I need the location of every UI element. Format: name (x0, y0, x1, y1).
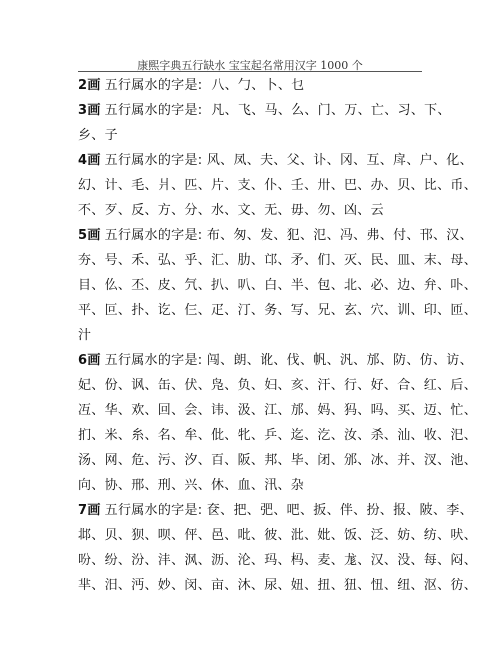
char-line: 幻、计、毛、爿、匹、片、支、仆、壬、卅、巴、办、贝、比、币、 (78, 178, 478, 193)
char-line: 吩、纷、汾、沣、沨、沥、沦、玛、杩、麦、尨、汉、没、每、闷、 (78, 553, 478, 568)
char-line: 冱、华、欢、回、会、讳、汲、江、邡、妈、犸、吗、买、迈、忙、 (78, 403, 478, 418)
char-line: 汤、网、危、污、汐、百、阪、邦、毕、闭、邠、冰、并、汊、池、 (78, 453, 478, 468)
section-2-stroke (78, 73, 428, 98)
char-line: 平、叵、扑、讫、仨、疋、汀、务、写、兄、玄、穴、训、印、匝、 (78, 303, 478, 318)
stroke-count: 6画 (78, 353, 101, 368)
section-6-stroke (78, 348, 473, 373)
section-label: 五行属水的字是: (104, 228, 203, 243)
section-3-stroke (78, 98, 451, 123)
page-header: 康熙字典五行缺水 宝宝起名常用汉字 1000 个 (137, 59, 363, 72)
section-label: 五行属水的字是: (104, 78, 203, 93)
char-line: 芈、汨、沔、妙、闵、亩、沐、尿、妞、扭、狃、忸、纽、沤、彷、 (78, 578, 478, 593)
char-line: 不、歹、反、方、分、水、文、无、毋、勿、凶、云 (78, 203, 384, 218)
section-label: 五行属水的字是: (104, 353, 203, 368)
section-5-stroke (78, 223, 473, 248)
char-line: 邶、贝、狈、呗、伻、邑、吡、彼、沘、妣、饭、泛、妨、纺、吠、 (78, 528, 478, 543)
stroke-count: 5画 (78, 228, 101, 243)
section-7-stroke (78, 498, 473, 523)
char-line: 妃、份、讽、缶、伏、凫、负、妇、亥、汗、行、好、合、红、后、 (78, 378, 478, 393)
char-list: 闯、朗、讹、伐、帆、汎、邡、防、仿、访、 (206, 353, 473, 368)
char-line: 汁 (78, 328, 92, 343)
char-line: 乡、子 (78, 128, 118, 143)
section-label: 五行属水的字是: (104, 503, 203, 518)
stroke-count: 7画 (78, 503, 101, 518)
char-line: 向、协、邢、刑、兴、休、血、汛、杂 (78, 478, 305, 493)
char-list: 八、勹、卜、乜 (211, 78, 305, 93)
char-list: 凡、飞、马、么、门、万、亡、习、下、 (211, 103, 451, 118)
stroke-count: 4画 (78, 153, 101, 168)
document-body (78, 73, 478, 598)
header-rule (78, 71, 422, 72)
stroke-count: 2画 (78, 78, 101, 93)
section-label: 五行属水的字是: (104, 103, 203, 118)
char-list: 布、匆、发、犯、氾、冯、弗、付、邗、汉、 (206, 228, 473, 243)
stroke-count: 3画 (78, 103, 101, 118)
section-label: 五行属水的字是: (104, 153, 203, 168)
char-list: 奁、把、弝、吧、扳、伴、扮、报、陂、李、 (206, 503, 473, 518)
char-line: 扪、米、糸、名、牟、仳、牝、乒、迄、汔、汝、杀、汕、收、汜、 (78, 428, 478, 443)
char-list: 风、凤、夫、父、讣、冈、互、戽、户、化、 (206, 153, 473, 168)
char-line: 夯、号、禾、弘、乎、汇、肋、邙、矛、们、灭、民、皿、末、母、 (78, 253, 478, 268)
char-line: 目、仫、丕、皮、氕、扒、叭、白、半、包、北、必、边、弁、卟、 (78, 278, 478, 293)
section-4-stroke (78, 148, 473, 173)
